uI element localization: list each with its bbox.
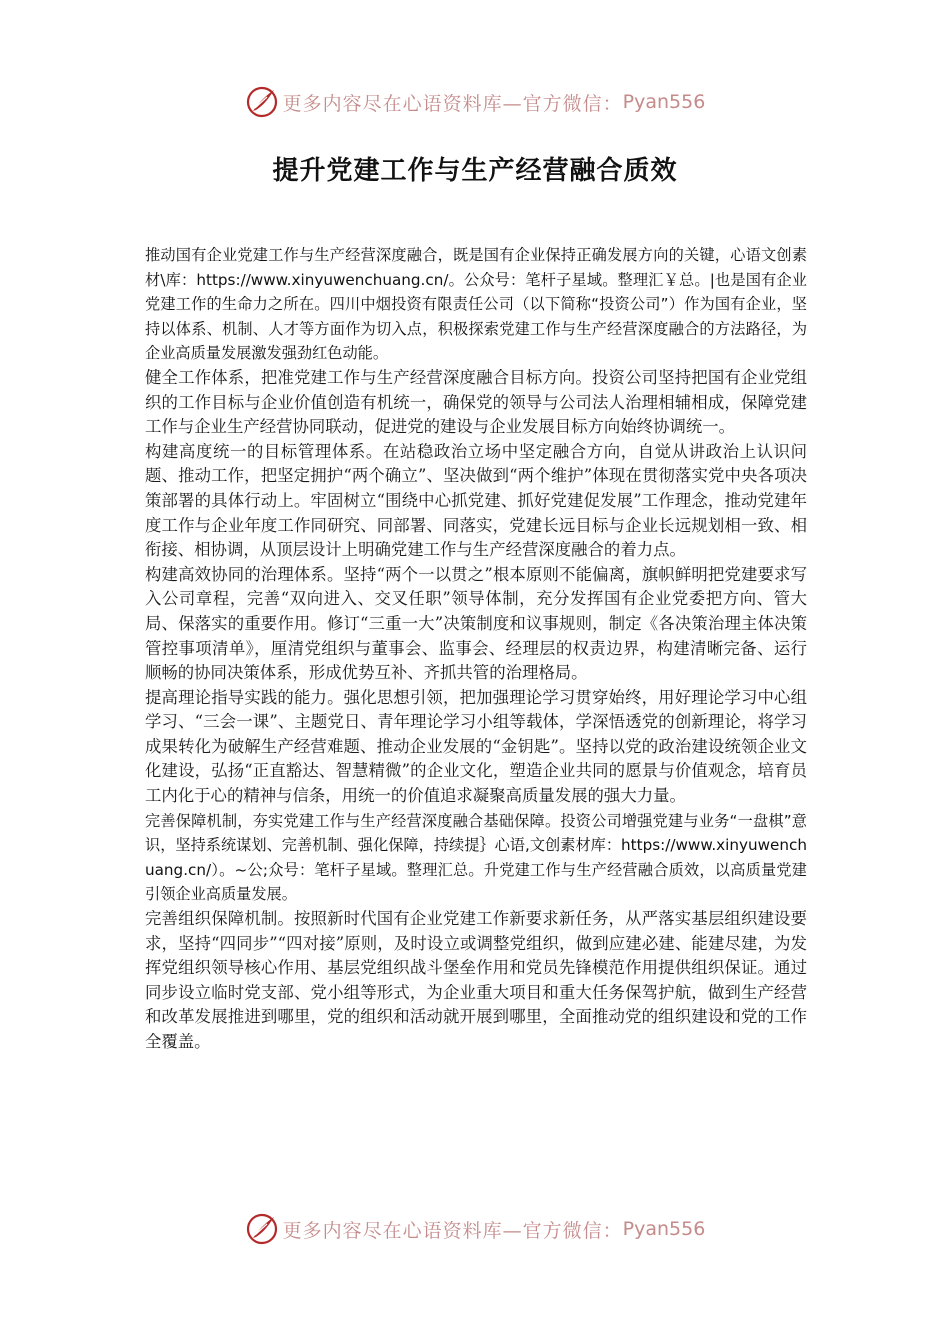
quill-logo-icon: [245, 85, 279, 119]
paragraph: 推动国有企业党建工作与生产经营深度融合，既是国有企业保持正确发展方向的关键，心语文创素材\库：https://www.xinyuwenchuang.cn/。公众号：笔杆子星域。整理汇￥总。|也是国有企业党建工作的生命力之所在。四川中烟投资有限责任公司（以下简称“投资公司”）作为国有企业，坚持以体系、机制、人才等方面作为切入点，积极探索党建工作与生产经营深度融合的方法路径，为企业高质量发展激发强劲红色动能。: [145, 246, 807, 363]
header-banner: [0, 82, 950, 122]
banner-text: 更多内容尽在心语资料库—官方微信：: [282, 92, 623, 115]
paragraph: 完善保障机制，夯实党建工作与生产经营深度融合基础保障。投资公司增强党建与业务“一盘棋”意识，坚持系统谋划、完善机制、强化保障，持续提｝心语,文创素材库：https://www.xinyuwenchuang.cn/）。~公;众号：笔杆子星域。整理汇总。升党建工作与生产经营融合质效，以高质量党建引领企业高质量发展。: [145, 811, 807, 904]
banner-text: 更多内容尽在心语资料库—官方微信：: [282, 1219, 623, 1242]
paragraph: 健全工作体系，把准党建工作与生产经营深度融合目标方向。投资公司坚持把国有企业党组织的工作目标与企业价值创造有机统一，确保党的领导与公司法人治理相辅相成，保障党建工作与企业生产经营协同联动，促进党的建设与企业发展目标方向始终协调统一。: [145, 367, 807, 437]
paragraph: 完善组织保障机制。按照新时代国有企业党建工作新要求新任务，从严落实基层组织建设要求，坚持“四同步”“四对接”原则，及时设立或调整党组织，做到应建必建、能建尽建，为发挥党组织领导核心作用、基层党组织战斗堡垒作用和党员先锋模范作用提供组织保证。通过同步设立临时党支部、党小组等形式，为企业重大项目和重大任务保驾护航，做到生产经营和改革发展推进到哪里，党的组织和活动就开展到哪里，全面推动党的组织建设和党的工作全覆盖。: [145, 909, 807, 1051]
paragraph: 构建高效协同的治理体系。坚持“两个一以贯之”根本原则不能偏离，旗帜鲜明把党建要求写入公司章程，完善“双向进入、交叉任职”领导体制，充分发挥国有企业党委把方向、管大局、保落实的重要作用。修订“三重一大”决策制度和议事规则，制定《各决策治理主体决策管控事项清单》，厘清党组织与董事会、监事会、经理层的权责边界，构建清晰完备、运行顺畅的协同决策体系，形成优势互补、齐抓共管的治理格局。: [145, 564, 807, 683]
document-body: [145, 243, 807, 1055]
banner-wechat-id: Pyan556: [622, 1218, 706, 1240]
paragraph: 提高理论指导实践的能力。强化思想引领，把加强理论学习贯穿始终，用好理论学习中心组学习、“三会一课”、主题党日、青年理论学习小组等载体，学深悟透党的创新理论，将学习成果转化为破解生产经营难题、推动企业发展的“金钥匙”。坚持以党的政治建设统领企业文化建设，弘扬“正直豁达、智慧精微”的企业文化，塑造企业共同的愿景与价值观念，培育员工内化于心的精神与信条，用统一的价值追求凝聚高质量发展的强大力量。: [145, 687, 807, 806]
footer-banner: [0, 1209, 950, 1249]
paragraph: 构建高度统一的目标管理体系。在站稳政治立场中坚定融合方向，自觉从讲政治上认识问题、推动工作，把坚定拥护“两个确立”、坚决做到“两个维护”体现在贯彻落实党中央各项决策部署的具体行动上。牢固树立“围绕中心抓党建、抓好党建促发展”工作理念，推动党建年度工作与企业年度工作同研究、同部署、同落实，党建长远目标与企业长远规划相一致、相衔接、相协调，从顶层设计上明确党建工作与生产经营深度融合的着力点。: [145, 441, 807, 560]
quill-logo-icon: [245, 1212, 279, 1246]
document-title: 提升党建工作与生产经营融合质效: [272, 156, 678, 186]
banner-wechat-id: Pyan556: [622, 91, 706, 113]
